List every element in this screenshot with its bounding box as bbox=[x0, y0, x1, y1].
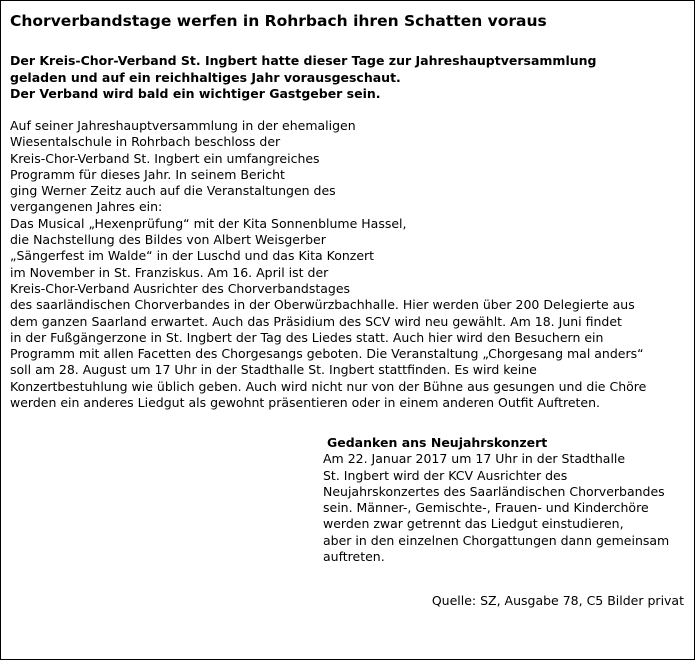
aside-heading: Gedanken ans Neujahrskonzert bbox=[327, 435, 548, 450]
body-line: vergangenen Jahres ein: bbox=[10, 199, 163, 215]
aside-line: werden zwar getrennt das Liedgut einstudieren, bbox=[323, 516, 624, 532]
body-line: Das Musical „Hexenprüfung“ mit der Kita Sonnenblume Hassel, bbox=[10, 215, 407, 231]
body-line: in der Fußgängerzone in St. Ingbert der Tag des Liedes statt. Auch hier wird den Besuchern ein bbox=[10, 329, 604, 345]
body-line: Kreis-Chor-Verband St. Ingbert ein umfangreiches bbox=[10, 150, 320, 166]
aside-line: aber in den einzelnen Chorgattungen dann gemeinsam bbox=[323, 532, 670, 548]
body-line: des saarländischen Chorverbandes in der Oberwürzbachhalle. Hier werden über 200 Delegierte aus bbox=[10, 297, 635, 313]
body-line: dem ganzen Saarland erwartet. Auch das Präsidium des SCV wird neu gewählt. Am 18. Juni findet bbox=[10, 313, 622, 329]
article-body bbox=[10, 118, 646, 411]
lead-line: geladen und auf ein reichhaltiges Jahr vorausgeschaut. bbox=[10, 69, 401, 85]
aside-line: Neujahrskonzertes des Saarländischen Chorverbandes bbox=[323, 483, 665, 499]
aside-line: St. Ingbert wird der KCV Ausrichter des bbox=[323, 467, 568, 483]
source-note: Quelle: SZ, Ausgabe 78, C5 Bilder privat bbox=[431, 593, 684, 608]
body-line: Kreis-Chor-Verband Ausrichter des Chorverbandstages bbox=[10, 280, 351, 296]
aside-box bbox=[323, 435, 669, 565]
body-line: „Sängerfest im Walde“ in der Luschd und das Kita Konzert bbox=[10, 248, 375, 264]
lead-line: Der Kreis-Chor-Verband St. Ingbert hatte dieser Tage zur Jahreshauptversammlung bbox=[10, 53, 597, 68]
body-line: ging Werner Zeitz auch auf die Veranstaltungen des bbox=[10, 183, 336, 199]
article-lead bbox=[10, 53, 596, 103]
body-line: Konzertbestuhlung wie üblich geben. Auch wird nicht nur von der Bühne aus gesungen und die Chöre bbox=[10, 378, 647, 394]
body-line: Programm für dieses Jahr. In seinem Bericht bbox=[10, 166, 285, 182]
lead-line: Der Verband wird bald ein wichtiger Gastgeber sein. bbox=[10, 86, 381, 101]
aside-line: Am 22. Januar 2017 um 17 Uhr in der Stadthalle bbox=[323, 451, 626, 467]
aside-line: auftreten. bbox=[323, 549, 385, 565]
body-line: Programm mit allen Facetten des Chorgesangs geboten. Die Veranstaltung „Chorgesang mal anders“ bbox=[10, 346, 644, 362]
body-line: soll am 28. August um 17 Uhr in der Stadthalle St. Ingbert stattfinden. Es wird keine bbox=[10, 362, 537, 378]
body-line: Auf seiner Jahreshauptversammlung in der ehemaligen bbox=[10, 118, 356, 133]
body-line: im November in St. Franziskus. Am 16. April ist der bbox=[10, 264, 329, 280]
aside-line: sein. Männer-, Gemischte-, Frauen- und Kinderchöre bbox=[323, 500, 649, 516]
body-line: Wiesentalschule in Rohrbach beschloss der bbox=[10, 134, 281, 150]
body-line: die Nachstellung des Bildes von Albert Weisgerber bbox=[10, 232, 326, 248]
article-title: Chorverbandstage werfen in Rohrbach ihren Schatten voraus bbox=[10, 12, 547, 30]
body-line: werden ein anderes Liedgut als gewohnt präsentieren oder in einem anderen Outfit Auftreten. bbox=[10, 395, 601, 411]
